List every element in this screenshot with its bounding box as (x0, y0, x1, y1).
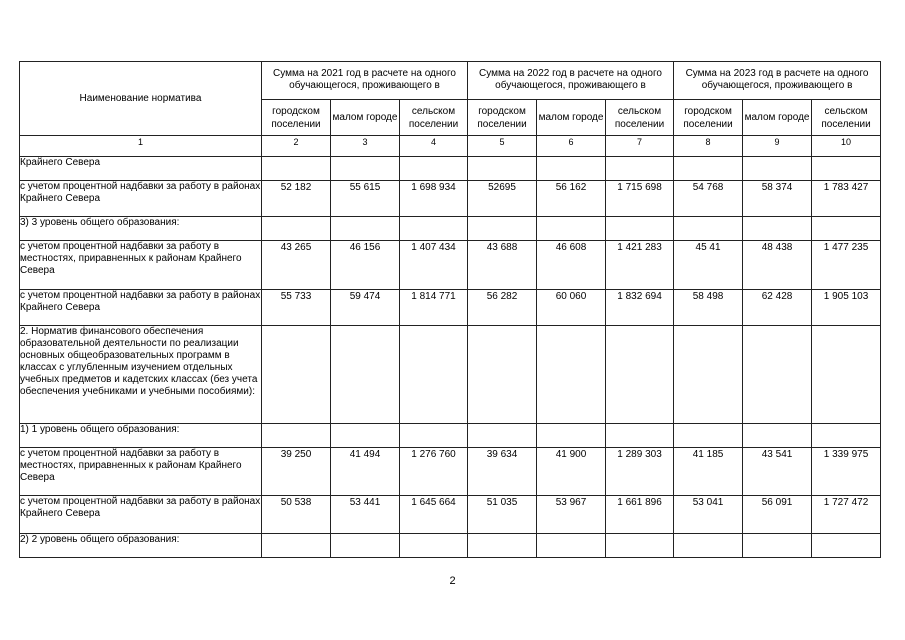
value-cell (606, 534, 674, 558)
value-cell: 41 900 (537, 448, 606, 496)
value-cell: 58 374 (743, 181, 812, 217)
value-cell: 1 727 472 (812, 496, 881, 534)
column-number: 6 (537, 136, 606, 157)
value-cell (331, 424, 400, 448)
value-cell (743, 217, 812, 241)
value-cell (400, 326, 468, 424)
value-cell (537, 326, 606, 424)
value-cell (537, 534, 606, 558)
value-cell (262, 217, 331, 241)
value-cell: 45 41 (674, 241, 743, 290)
value-cell (812, 326, 881, 424)
value-cell: 1 832 694 (606, 290, 674, 326)
column-number: 4 (400, 136, 468, 157)
value-cell: 56 091 (743, 496, 812, 534)
row-label: 2. Норматив финансового обеспечения образовательной деятельности по реализации основных общеобразовательных программ в классах с углубленным изучением отдельных учебных предметов и кадетских классах (без учета обеспечения учебниками и учебными пособиями): (20, 326, 262, 424)
value-cell: 56 282 (468, 290, 537, 326)
value-cell: 1 407 434 (400, 241, 468, 290)
value-cell: 53 041 (674, 496, 743, 534)
value-cell (812, 217, 881, 241)
value-cell: 52 182 (262, 181, 331, 217)
value-cell (468, 157, 537, 181)
table-row (20, 290, 881, 326)
value-cell (262, 534, 331, 558)
value-cell (674, 424, 743, 448)
table-row (20, 241, 881, 290)
header-year-2023 (674, 62, 881, 100)
value-cell (674, 326, 743, 424)
value-cell (537, 424, 606, 448)
row-label: с учетом процентной надбавки за работу в местностях, приравненных к районам Крайнего Севера (20, 241, 262, 290)
value-cell: 62 428 (743, 290, 812, 326)
row-label: 3) 3 уровень общего образования: (20, 217, 262, 241)
value-cell: 60 060 (537, 290, 606, 326)
row-label: с учетом процентной надбавки за работу в районах Крайнего Севера (20, 290, 262, 326)
value-cell (606, 157, 674, 181)
table-row (20, 448, 881, 496)
value-cell (812, 157, 881, 181)
header-sub-cell: сельском поселении (812, 100, 881, 136)
value-cell: 55 733 (262, 290, 331, 326)
row-label: с учетом процентной надбавки за работу в районах Крайнего Севера (20, 496, 262, 534)
header-year-label: Сумма на 2021 год в расчете на одного обучающегося, проживающего в (273, 68, 456, 91)
value-cell: 54 768 (674, 181, 743, 217)
value-cell: 43 265 (262, 241, 331, 290)
column-number: 10 (812, 136, 881, 157)
value-cell: 48 438 (743, 241, 812, 290)
header-name-cell (20, 62, 262, 136)
value-cell (812, 424, 881, 448)
value-cell: 39 250 (262, 448, 331, 496)
header-year-label: Сумма на 2022 год в расчете на одного обучающегося, проживающего в (479, 68, 662, 91)
value-cell (537, 157, 606, 181)
value-cell: 59 474 (331, 290, 400, 326)
value-cell (331, 534, 400, 558)
column-number: 5 (468, 136, 537, 157)
header-year-2022 (468, 62, 674, 100)
value-cell (743, 534, 812, 558)
value-cell: 51 035 (468, 496, 537, 534)
column-number: 8 (674, 136, 743, 157)
normative-table (19, 61, 881, 558)
value-cell (743, 424, 812, 448)
table-row (20, 424, 881, 448)
value-cell: 1 339 975 (812, 448, 881, 496)
value-cell: 1 645 664 (400, 496, 468, 534)
table-row (20, 534, 881, 558)
header-sub-cell: малом городе (537, 100, 606, 136)
header-sub-cell: городском поселении (468, 100, 537, 136)
value-cell: 1 661 896 (606, 496, 674, 534)
value-cell (400, 424, 468, 448)
value-cell: 52695 (468, 181, 537, 217)
value-cell (674, 217, 743, 241)
table-row (20, 326, 881, 424)
table-row (20, 157, 881, 181)
value-cell (400, 157, 468, 181)
column-number: 1 (20, 136, 262, 157)
value-cell (606, 217, 674, 241)
page-number: 2 (449, 575, 456, 587)
row-label: Крайнего Севера (20, 157, 262, 181)
value-cell: 1 814 771 (400, 290, 468, 326)
value-cell: 1 289 303 (606, 448, 674, 496)
value-cell: 1 276 760 (400, 448, 468, 496)
value-cell (674, 157, 743, 181)
value-cell (606, 424, 674, 448)
column-number: 3 (331, 136, 400, 157)
header-year-2021 (262, 62, 468, 100)
header-sub-cell: городском поселении (262, 100, 331, 136)
value-cell: 1 905 103 (812, 290, 881, 326)
value-cell (743, 157, 812, 181)
row-label: с учетом процентной надбавки за работу в районах Крайнего Севера (20, 181, 262, 217)
value-cell: 1 421 283 (606, 241, 674, 290)
table-row (20, 217, 881, 241)
column-number: 2 (262, 136, 331, 157)
value-cell (468, 424, 537, 448)
column-number: 7 (606, 136, 674, 157)
header-sub-cell: малом городе (743, 100, 812, 136)
value-cell (262, 326, 331, 424)
value-cell: 46 156 (331, 241, 400, 290)
value-cell (468, 217, 537, 241)
value-cell (812, 534, 881, 558)
value-cell (262, 424, 331, 448)
value-cell: 55 615 (331, 181, 400, 217)
value-cell (537, 217, 606, 241)
table-row (20, 496, 881, 534)
value-cell: 46 608 (537, 241, 606, 290)
value-cell (674, 534, 743, 558)
value-cell: 1 698 934 (400, 181, 468, 217)
value-cell: 53 967 (537, 496, 606, 534)
value-cell (468, 326, 537, 424)
row-label: с учетом процентной надбавки за работу в местностях, приравненных к районам Крайнего Севера (20, 448, 262, 496)
header-sub-cell: сельском поселении (606, 100, 674, 136)
value-cell (331, 157, 400, 181)
value-cell: 1 783 427 (812, 181, 881, 217)
value-cell: 53 441 (331, 496, 400, 534)
row-label: 2) 2 уровень общего образования: (20, 534, 262, 558)
value-cell (606, 326, 674, 424)
value-cell (400, 534, 468, 558)
header-year-label: Сумма на 2023 год в расчете на одного обучающегося, проживающего в (685, 68, 869, 91)
value-cell: 50 538 (262, 496, 331, 534)
column-number: 9 (743, 136, 812, 157)
value-cell (331, 326, 400, 424)
value-cell: 41 185 (674, 448, 743, 496)
value-cell (743, 326, 812, 424)
table-row (20, 181, 881, 217)
value-cell: 43 688 (468, 241, 537, 290)
value-cell: 1 477 235 (812, 241, 881, 290)
value-cell: 39 634 (468, 448, 537, 496)
header-sub-cell: малом городе (331, 100, 400, 136)
value-cell: 58 498 (674, 290, 743, 326)
header-sub-cell: сельском поселении (400, 100, 468, 136)
value-cell (262, 157, 331, 181)
row-label: 1) 1 уровень общего образования: (20, 424, 262, 448)
value-cell: 43 541 (743, 448, 812, 496)
value-cell: 1 715 698 (606, 181, 674, 217)
value-cell: 56 162 (537, 181, 606, 217)
header-sub-cell: городском поселении (674, 100, 743, 136)
value-cell: 41 494 (331, 448, 400, 496)
value-cell (331, 217, 400, 241)
value-cell (468, 534, 537, 558)
header-name-label: Наименование норматива (79, 93, 202, 104)
value-cell (400, 217, 468, 241)
